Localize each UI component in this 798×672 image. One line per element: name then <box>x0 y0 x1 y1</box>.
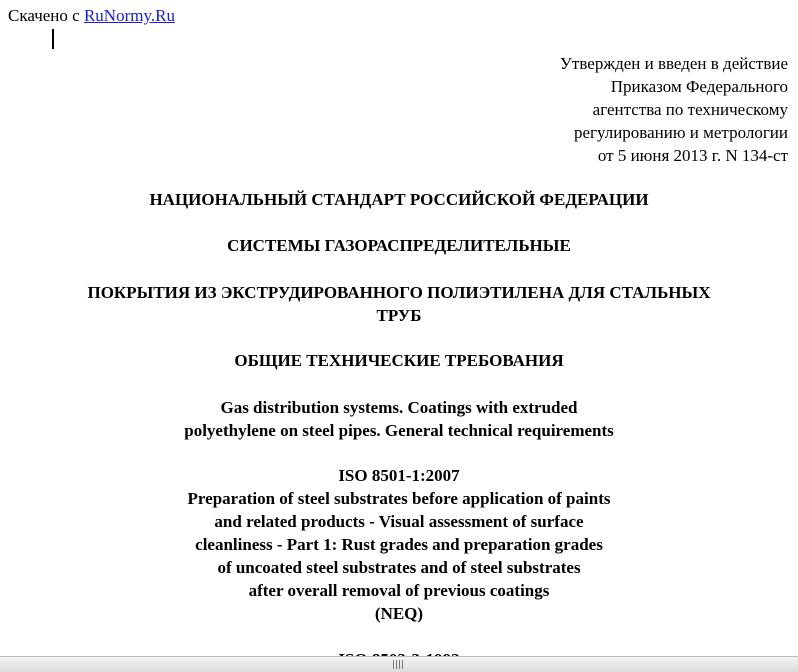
english-title-line: Gas distribution systems. Coatings with extruded <box>220 398 578 417</box>
approval-line: Утвержден и введен в действие <box>559 54 788 73</box>
standard-title: НАЦИОНАЛЬНЫЙ СТАНДАРТ РОССИЙСКОЙ ФЕДЕРАЦИИ <box>149 190 649 209</box>
horizontal-scrollbar[interactable] <box>0 656 798 672</box>
iso-reference-line: (NEQ) <box>374 604 424 623</box>
approval-line: Приказом Федерального <box>610 77 788 96</box>
general-requirements-title: ОБЩИЕ ТЕХНИЧЕСКИЕ ТРЕБОВАНИЯ <box>234 351 564 370</box>
scrollbar-grip-icon[interactable] <box>393 660 405 669</box>
download-prefix: Скачено с <box>8 6 80 25</box>
iso-reference-line: cleanliness - Part 1: Rust grades and preparation grades <box>195 535 603 554</box>
english-title-line: polyethylene on steel pipes. General technical requirements <box>184 421 614 440</box>
text-cursor <box>52 29 54 49</box>
systems-title: СИСТЕМЫ ГАЗОРАСПРЕДЕЛИТЕЛЬНЫЕ <box>227 236 571 255</box>
iso-reference-line: of uncoated steel substrates and of steel substrates <box>217 558 581 577</box>
approval-line: регулированию и метрологии <box>573 123 788 142</box>
iso-reference-line: ISO 8501-1:2007 <box>338 466 460 485</box>
coatings-title-line: ПОКРЫТИЯ ИЗ ЭКСТРУДИРОВАННОГО ПОЛИЭТИЛЕНА ДЛЯ СТАЛЬНЫХ <box>87 283 711 302</box>
coatings-title-line: ТРУБ <box>376 306 422 325</box>
coatings-title <box>20 281 778 327</box>
iso-reference-line: and related products - Visual assessment of surface <box>214 512 584 531</box>
approval-line: агентства по техническому <box>592 100 788 119</box>
iso-reference-line: after overall removal of previous coatings <box>248 581 550 600</box>
english-title <box>0 396 798 442</box>
approval-block <box>468 52 788 167</box>
iso-reference-1 <box>0 464 798 625</box>
approval-line: от 5 июня 2013 г. N 134-ст <box>597 146 788 165</box>
download-source-line <box>8 6 175 26</box>
iso-reference-line: Preparation of steel substrates before application of paints <box>187 489 611 508</box>
source-link[interactable]: RuNormy.Ru <box>83 6 175 25</box>
